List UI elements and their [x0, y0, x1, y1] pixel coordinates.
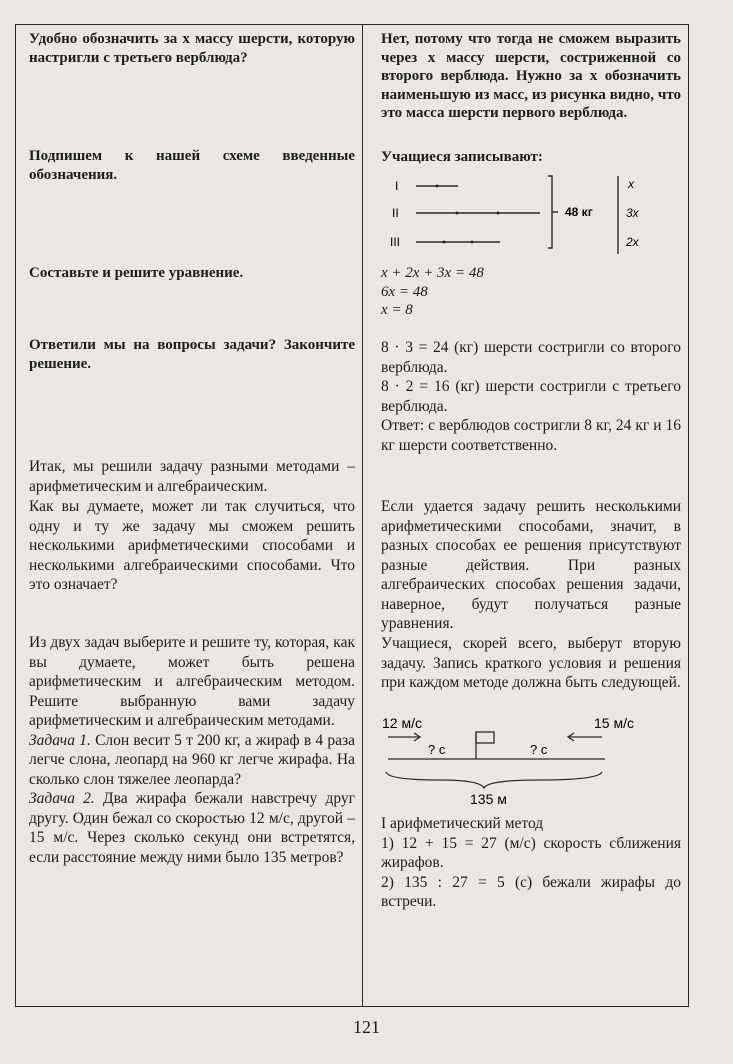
student-answer-5: Если удается задачу решить несколькими арифметическими способами, значит, в разных способах ее решения присутствуют разные действия. При разных алгебраических способах решения задачи, наверное, будут получаться разные уравнения.	[381, 498, 681, 632]
teacher-text-6	[29, 633, 355, 867]
page-number: 121	[353, 1017, 380, 1037]
giraffe-motion-diagram	[380, 710, 680, 810]
student-answer-1: Нет, потому что тогда не сможем выразить через x массу шерсти, состриженной со второго верблюда. Нужно за x обозначить наименьшую из масс, из рисунка видно, что это масса шерсти первого верблюда.	[381, 31, 681, 121]
task-instructions: Из двух задач выберите и решите ту, которая, как вы думаете, может быть решена арифметическим и алгебраическим методом. Решите выбранную вами задачу арифметическим и алгебраическим методами.	[29, 634, 355, 729]
meeting-flag	[476, 732, 494, 743]
scheme-var-1: x	[628, 177, 634, 191]
task-1-label: Задача 1.	[29, 731, 91, 749]
teacher-question-2: Подпишем к нашей схеме введенные обозначения.	[29, 148, 355, 183]
task-2-text: Два жирафа бежали навстречу друг другу. Один бежал со скоростью 12 м/с, другой – 15 м/с. Через сколько секунд они встретятся, если расстояние между ними было 135 метров?	[29, 790, 355, 866]
scheme-row-2-label: II	[392, 206, 399, 220]
method-step-1: 1) 12 + 15 = 27 (м/с) скорость сближения жирафов.	[381, 834, 681, 871]
distance-brace	[386, 772, 602, 788]
teacher-text-5a: Итак, мы решили задачу разными методами – арифметическим и алгебраическим.	[29, 458, 355, 495]
equation-line-1: x + 2x + 3x = 48	[381, 265, 484, 281]
task-1-text: Слон весит 5 т 200 кг, а жираф в 4 раза легче слона, леопард на 960 кг легче жирафа. На сколько слон тяжелее леопарда?	[29, 731, 355, 788]
equation-line-3: x = 8	[381, 302, 413, 318]
student-answer-6: Учащиеся, скорей всего, выберут вторую задачу. Запись краткого условия и решения при каждом методе должна быть следующей.	[381, 635, 681, 691]
task-1	[29, 731, 355, 790]
equation-block	[381, 264, 681, 320]
wool-scheme	[380, 170, 680, 260]
column-divider	[362, 24, 363, 1007]
method-title: I арифметический метод	[381, 815, 544, 832]
teacher-text-5b: Как вы думаете, может ли так случиться, что одну и ту же задачу мы сможем решить несколькими арифметическими способами и несколькими алгебраическими способами. Что это означает?	[29, 498, 355, 593]
teacher-question-1: Удобно обозначить за x массу шерсти, которую настригли с третьего верблюда?	[29, 31, 355, 66]
speed-1-label: 12 м/с	[382, 715, 422, 731]
scheme-row-1-label: I	[395, 179, 399, 193]
teacher-question-4: Ответили мы на вопросы задачи? Закончите решение.	[29, 337, 355, 372]
method-step-2: 2) 135 : 27 = 5 (с) бежали жирафы до встречи.	[381, 873, 681, 910]
scheme-var-2: 3x	[626, 206, 639, 220]
teacher-question-3: Составьте и решите уравнение.	[29, 265, 244, 281]
solution-block	[381, 338, 681, 455]
task-2	[29, 789, 355, 867]
solution-answer: Ответ: с верблюдов состригли 8 кг, 24 кг и 16 кг шерсти соответственно.	[381, 417, 681, 454]
time-2-label: ? с	[530, 742, 548, 757]
student-note-2: Учащиеся записывают:	[381, 149, 543, 165]
scheme-var-3: 2x	[626, 235, 639, 249]
scheme-row-3-label: III	[390, 235, 401, 249]
scheme-brace	[548, 176, 558, 248]
distance-label: 135 м	[470, 791, 507, 807]
equation-line-2: 6x = 48	[381, 283, 428, 300]
scheme-total: 48 кг	[565, 205, 593, 219]
speed-2-label: 15 м/с	[594, 715, 634, 731]
task-2-label: Задача 2.	[29, 790, 95, 807]
arithmetic-method-block	[381, 814, 681, 912]
solution-line-1: 8 · 3 = 24 (кг) шерсти состригли со второго верблюда.	[381, 339, 681, 376]
time-1-label: ? с	[428, 742, 446, 757]
solution-line-2: 8 · 2 = 16 (кг) шерсти состригли с третьего верблюда.	[381, 378, 681, 415]
